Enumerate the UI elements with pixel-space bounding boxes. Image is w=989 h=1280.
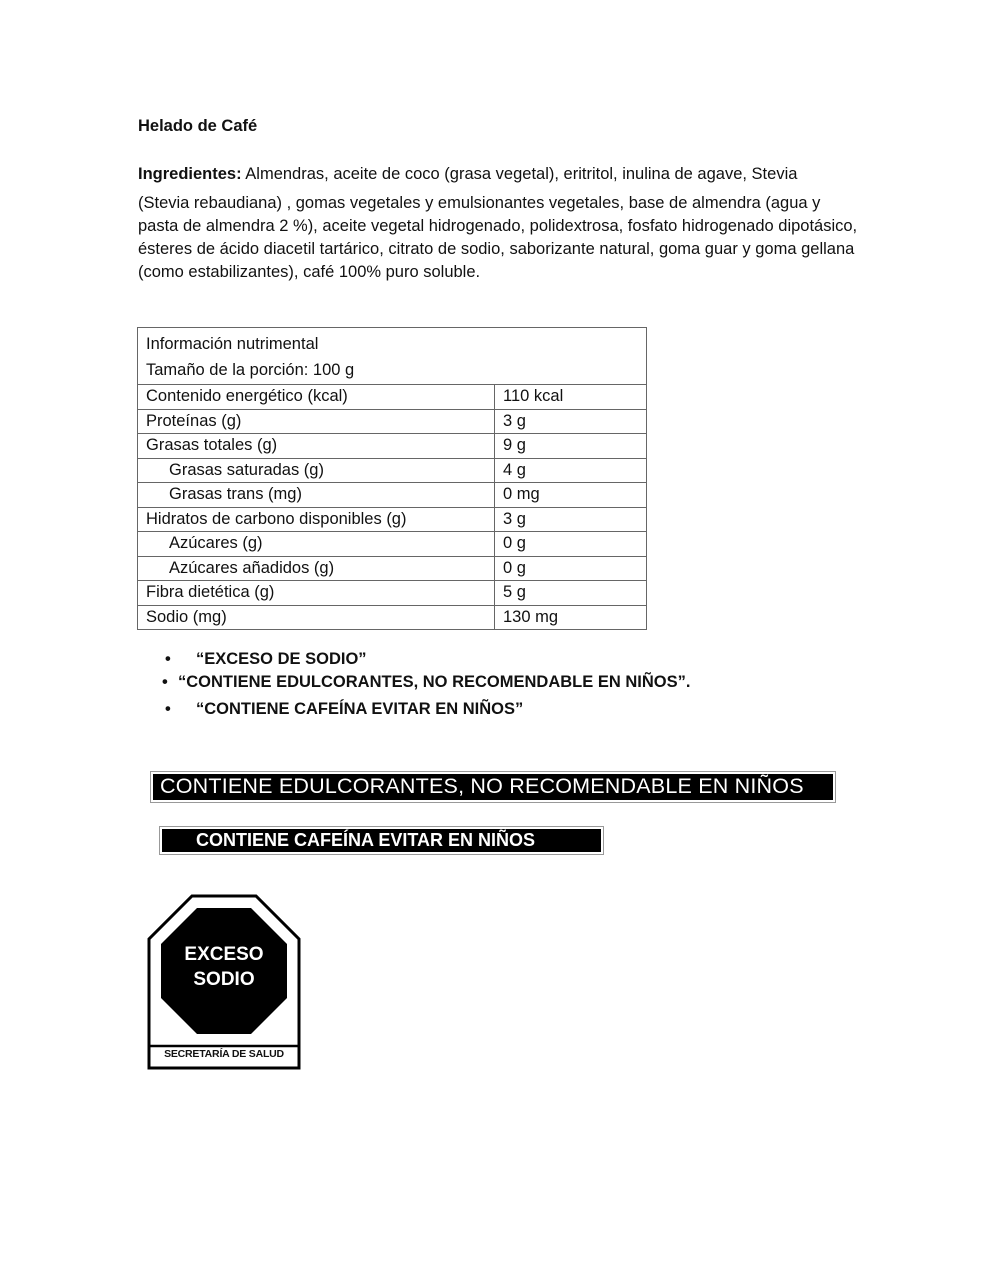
warning-item-sweeteners (162, 671, 690, 694)
seal-line-2: SODIO (193, 969, 255, 990)
warnings-list (162, 648, 691, 721)
nutrient-label: Proteínas (g) (138, 409, 495, 434)
caffeine-warning-banner: CONTIENE CAFEÍNA EVITAR EN NIÑOS (160, 827, 603, 854)
nutrition-table (137, 327, 647, 630)
nutrition-row (138, 409, 647, 434)
warning-text: “CONTIENE EDULCORANTES, NO RECOMENDABLE EN NIÑOS”. (178, 673, 691, 691)
bullet-icon: • (162, 673, 168, 691)
nutrient-value: 3 g (495, 507, 647, 532)
nutrient-label: Hidratos de carbono disponibles (g) (138, 507, 495, 532)
warning-text: “EXCESO DE SODIO” (196, 650, 367, 668)
seal-footer: SECRETARÍA DE SALUD (164, 1048, 284, 1060)
nutrient-label: Grasas trans (mg) (138, 483, 495, 508)
nutrient-label: Grasas saturadas (g) (138, 458, 495, 483)
nutrition-row (138, 581, 647, 606)
nutrition-title: Información nutrimental (146, 335, 319, 353)
nutrition-row (138, 483, 647, 508)
nutrition-row (138, 434, 647, 459)
serving-size: Tamaño de la porción: 100 g (146, 361, 355, 379)
seal-line-1: EXCESO (184, 944, 264, 965)
nutrient-value: 9 g (495, 434, 647, 459)
nutrition-header-cell (138, 328, 647, 385)
warning-text: “CONTIENE CAFEÍNA EVITAR EN NIÑOS” (196, 700, 524, 718)
ingredients-line1: Almendras, aceite de coco (grasa vegetal), eritritol, inulina de agave, Stevia (241, 165, 798, 183)
nutrition-table-header (138, 328, 647, 385)
nutrient-label: Azúcares (g) (138, 532, 495, 557)
ingredients-label: Ingredientes: (138, 165, 242, 183)
ingredients-first-line (138, 163, 858, 186)
nutrient-value: 0 mg (495, 483, 647, 508)
warning-item-caffeine (165, 698, 690, 721)
nutrient-label: Azúcares añadidos (g) (138, 556, 495, 581)
nutrition-row (138, 605, 647, 630)
nutrient-value: 4 g (495, 458, 647, 483)
nutrient-label: Fibra dietética (g) (138, 581, 495, 606)
nutrient-value: 5 g (495, 581, 647, 606)
nutrition-row (138, 385, 647, 410)
nutrient-value: 3 g (495, 409, 647, 434)
product-title: Helado de Café (138, 117, 258, 135)
nutrient-label: Sodio (mg) (138, 605, 495, 630)
nutrient-value: 110 kcal (495, 385, 647, 410)
nutrition-row (138, 556, 647, 581)
nutrient-label: Contenido energético (kcal) (138, 385, 495, 410)
bullet-icon: • (165, 650, 171, 668)
nutrition-row (138, 458, 647, 483)
nutrient-value: 0 g (495, 556, 647, 581)
nutrient-label: Grasas totales (g) (138, 434, 495, 459)
nutrient-value: 0 g (495, 532, 647, 557)
bullet-icon: • (165, 700, 171, 718)
nutrition-row (138, 507, 647, 532)
excess-sodium-seal (147, 894, 301, 1070)
warning-item-sodium (165, 648, 690, 671)
nutrient-value: 130 mg (495, 605, 647, 630)
ingredients-text: (Stevia rebaudiana) , gomas vegetales y emulsionantes vegetales, base de almendra (agua y pasta de almendra 2 %), aceite vegetal hidrogenado, polidextrosa, fosfato hidrogenado dipotásico, ésteres de ácido diacetil tartárico, citrato de sodio, saborizante natural, goma guar y goma gellana (como estabilizantes), café 100% puro soluble. (138, 194, 858, 281)
ingredients-paragraph (138, 163, 858, 284)
sweeteners-warning-banner: CONTIENE EDULCORANTES, NO RECOMENDABLE EN NIÑOS (151, 772, 835, 802)
nutrition-row (138, 532, 647, 557)
